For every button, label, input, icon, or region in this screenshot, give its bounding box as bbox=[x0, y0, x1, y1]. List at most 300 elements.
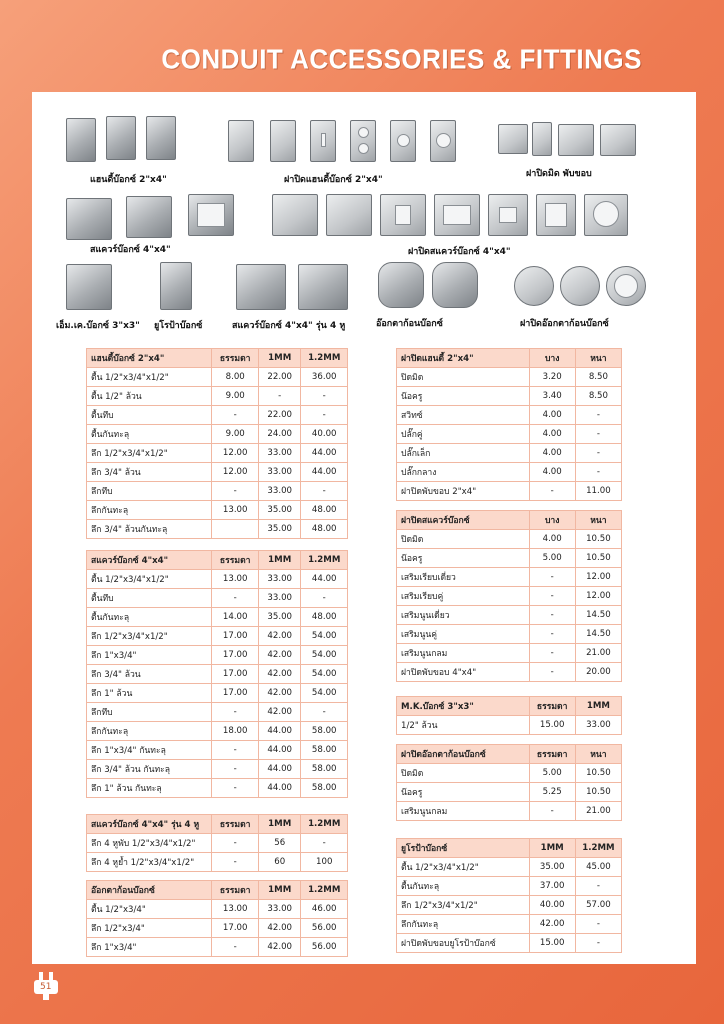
price-cell: - bbox=[212, 853, 259, 872]
price-cell: - bbox=[575, 444, 621, 463]
table-row bbox=[397, 625, 622, 644]
table-row bbox=[397, 764, 622, 783]
price-cell: 4.00 bbox=[529, 425, 575, 444]
price-cell: 12.00 bbox=[212, 444, 259, 463]
price-cell: 44.00 bbox=[258, 741, 300, 760]
price-cell: 54.00 bbox=[301, 646, 348, 665]
table-row bbox=[397, 587, 622, 606]
item-name-cell: ตื้น 1/2" ล้วน bbox=[87, 387, 212, 406]
price-cell: - bbox=[301, 482, 348, 501]
price-cell: 4.00 bbox=[529, 444, 575, 463]
price-cell: 54.00 bbox=[301, 627, 348, 646]
column-header-cell: บาง bbox=[529, 511, 575, 530]
item-name-cell: ลึก 3/4" ล้วน กันทะลุ bbox=[87, 760, 212, 779]
table-row bbox=[87, 627, 348, 646]
handy-cover-image bbox=[430, 120, 456, 162]
price-cell: - bbox=[212, 760, 259, 779]
item-name-cell: ลึก 3/4" ล้วนกันทะลุ bbox=[87, 520, 212, 539]
price-cell: - bbox=[575, 406, 621, 425]
price-cell: - bbox=[575, 463, 621, 482]
price-cell: 44.00 bbox=[258, 760, 300, 779]
price-cell: 100 bbox=[301, 853, 348, 872]
table-row bbox=[87, 684, 348, 703]
item-name-cell: ฝาปิดพับขอบ 4"x4" bbox=[397, 663, 530, 682]
price-cell: 3.40 bbox=[529, 387, 575, 406]
table-row bbox=[397, 425, 622, 444]
caption-handy-box: แฮนดี้บ๊อกซ์ 2"x4" bbox=[90, 175, 167, 185]
price-cell: 14.50 bbox=[575, 606, 621, 625]
price-cell: - bbox=[212, 741, 259, 760]
price-cell: - bbox=[575, 425, 621, 444]
item-name-cell: ปิดมิด bbox=[397, 530, 530, 549]
table-row bbox=[397, 934, 622, 953]
price-cell: - bbox=[212, 482, 259, 501]
item-name-cell: น๊อครู bbox=[397, 387, 530, 406]
price-cell: 42.00 bbox=[258, 627, 300, 646]
price-cell: 22.00 bbox=[258, 406, 300, 425]
flat-cover-image bbox=[498, 124, 528, 154]
price-cell: 44.00 bbox=[301, 444, 348, 463]
item-name-cell: ลึก 1"x3/4" กันทะลุ bbox=[87, 741, 212, 760]
table-row bbox=[87, 463, 348, 482]
square-cover-image bbox=[536, 194, 576, 236]
price-cell: - bbox=[529, 802, 575, 821]
table-row bbox=[87, 834, 348, 853]
price-cell: 33.00 bbox=[258, 900, 300, 919]
price-cell: 12.00 bbox=[575, 568, 621, 587]
table-title-cell: ฝาปิดแฮนดี้ 2"x4" bbox=[397, 349, 530, 368]
item-name-cell: ปลั๊กคู่ bbox=[397, 425, 530, 444]
flat-cover-image bbox=[558, 124, 594, 156]
item-name-cell: ตื้นทึบ bbox=[87, 589, 212, 608]
item-name-cell: ลึกกันทะลุ bbox=[397, 915, 530, 934]
price-cell: 9.00 bbox=[212, 425, 259, 444]
table-octagon-box bbox=[86, 880, 348, 957]
price-cell: 10.50 bbox=[575, 530, 621, 549]
price-cell: - bbox=[529, 482, 575, 501]
table-title-cell: ฝาปิดสแควร์บ๊อกซ์ bbox=[397, 511, 530, 530]
square-box-image bbox=[126, 196, 172, 238]
price-cell: 54.00 bbox=[301, 665, 348, 684]
price-cell: 17.00 bbox=[212, 646, 259, 665]
square-cover-image bbox=[272, 194, 318, 236]
price-cell: - bbox=[529, 587, 575, 606]
price-cell: 37.00 bbox=[529, 877, 575, 896]
table-row bbox=[87, 741, 348, 760]
price-cell: - bbox=[575, 915, 621, 934]
table-row bbox=[397, 783, 622, 802]
table-handy-cover bbox=[396, 348, 622, 501]
column-header-cell: 1MM bbox=[258, 815, 300, 834]
table-row bbox=[87, 570, 348, 589]
price-cell: 4.00 bbox=[529, 406, 575, 425]
octagon-box-image bbox=[432, 262, 478, 308]
column-header-cell: หนา bbox=[575, 745, 621, 764]
price-cell: 21.00 bbox=[575, 802, 621, 821]
price-cell: 57.00 bbox=[575, 896, 621, 915]
table-header-row bbox=[397, 511, 622, 530]
price-cell: - bbox=[301, 834, 348, 853]
price-cell: 46.00 bbox=[301, 900, 348, 919]
price-cell: 14.50 bbox=[575, 625, 621, 644]
price-cell: 17.00 bbox=[212, 919, 259, 938]
price-cell: - bbox=[301, 406, 348, 425]
price-cell: 13.00 bbox=[212, 570, 259, 589]
octagon-cover-image bbox=[606, 266, 646, 306]
square-4hu-image bbox=[236, 264, 286, 310]
item-name-cell: ลึกกันทะลุ bbox=[87, 722, 212, 741]
price-cell: 60 bbox=[258, 853, 300, 872]
item-name-cell: ลึกกันทะลุ bbox=[87, 501, 212, 520]
handy-cover-image bbox=[310, 120, 336, 162]
handy-box-image bbox=[106, 116, 136, 160]
price-cell: 56 bbox=[258, 834, 300, 853]
price-cell: 33.00 bbox=[258, 444, 300, 463]
price-cell: 13.00 bbox=[212, 501, 259, 520]
price-cell: 11.00 bbox=[575, 482, 621, 501]
table-row bbox=[87, 482, 348, 501]
item-name-cell: ลึก 1" ล้วน กันทะลุ bbox=[87, 779, 212, 798]
price-cell: 42.00 bbox=[529, 915, 575, 934]
table-row bbox=[87, 406, 348, 425]
price-cell: 56.00 bbox=[301, 938, 348, 957]
table-row bbox=[87, 938, 348, 957]
table-title-cell: ยูโรป้าบ๊อกซ์ bbox=[397, 839, 530, 858]
item-name-cell: ลึก 1/2"x3/4" bbox=[87, 919, 212, 938]
price-cell: 44.00 bbox=[258, 779, 300, 798]
column-header-cell: 1.2MM bbox=[301, 815, 348, 834]
column-header-cell: ธรรมดา bbox=[212, 881, 259, 900]
page-number: 51 bbox=[40, 982, 52, 992]
price-cell: 48.00 bbox=[301, 501, 348, 520]
price-cell: 42.00 bbox=[258, 684, 300, 703]
table-square-cover bbox=[396, 510, 622, 682]
item-name-cell: เสริมเรียบเดี่ยว bbox=[397, 568, 530, 587]
table-row bbox=[397, 568, 622, 587]
table-title-cell: สแควร์บ๊อกซ์ 4"x4" รุ่น 4 หู bbox=[87, 815, 212, 834]
price-cell: 17.00 bbox=[212, 684, 259, 703]
price-cell: 8.50 bbox=[575, 387, 621, 406]
price-cell: 12.00 bbox=[212, 463, 259, 482]
caption-euro-box: ยูโรป้าบ๊อกซ์ bbox=[154, 321, 203, 331]
column-header-cell: ธรรมดา bbox=[212, 815, 259, 834]
table-row bbox=[397, 896, 622, 915]
price-cell: 33.00 bbox=[575, 716, 621, 735]
item-name-cell: สวิทซ์ bbox=[397, 406, 530, 425]
price-cell: - bbox=[529, 625, 575, 644]
square-cover-image bbox=[380, 194, 426, 236]
item-name-cell: ลึก 1/2"x3/4"x1/2" bbox=[87, 627, 212, 646]
column-header-cell: ธรรมดา bbox=[529, 745, 575, 764]
item-name-cell: ตื้น 1/2"x3/4"x1/2" bbox=[87, 570, 212, 589]
table-row bbox=[397, 387, 622, 406]
item-name-cell: 1/2" ล้วน bbox=[397, 716, 530, 735]
price-cell: 17.00 bbox=[212, 627, 259, 646]
table-title-cell: อ๊อกตาก้อนบ๊อกซ์ bbox=[87, 881, 212, 900]
table-row bbox=[87, 368, 348, 387]
price-cell: - bbox=[575, 934, 621, 953]
table-row bbox=[87, 589, 348, 608]
item-name-cell: ลึก 3/4" ล้วน bbox=[87, 463, 212, 482]
price-cell: 58.00 bbox=[301, 779, 348, 798]
price-cell: 58.00 bbox=[301, 741, 348, 760]
square-cover-image bbox=[584, 194, 628, 236]
table-row bbox=[397, 368, 622, 387]
mk-box-image bbox=[66, 264, 112, 310]
table-header-row bbox=[87, 815, 348, 834]
item-name-cell: ตื้นกันทะลุ bbox=[397, 877, 530, 896]
table-row bbox=[397, 802, 622, 821]
table-title-cell: สแควร์บ๊อกซ์ 4"x4" bbox=[87, 551, 212, 570]
item-name-cell: ลึกทึบ bbox=[87, 482, 212, 501]
octagon-box-image bbox=[378, 262, 424, 308]
table-handy-box bbox=[86, 348, 348, 539]
price-cell: - bbox=[212, 406, 259, 425]
price-cell bbox=[212, 520, 259, 539]
square-cover-image bbox=[488, 194, 528, 236]
caption-handy-cover: ฝาปิดแฮนดี้บ๊อกซ์ 2"x4" bbox=[284, 175, 383, 185]
price-cell: 21.00 bbox=[575, 644, 621, 663]
price-cell: 8.50 bbox=[575, 368, 621, 387]
handy-cover-image bbox=[270, 120, 296, 162]
table-header-row bbox=[397, 745, 622, 764]
item-name-cell: เสริมนูนกลม bbox=[397, 644, 530, 663]
column-header-cell: 1MM bbox=[258, 349, 300, 368]
item-name-cell: ตื้น 1/2"x3/4"x1/2" bbox=[87, 368, 212, 387]
price-cell: 36.00 bbox=[301, 368, 348, 387]
table-row bbox=[397, 606, 622, 625]
table-title-cell: M.K.บ๊อกซ์ 3"x3" bbox=[397, 697, 530, 716]
table-row bbox=[87, 387, 348, 406]
price-cell: 35.00 bbox=[258, 608, 300, 627]
price-cell: 58.00 bbox=[301, 722, 348, 741]
table-row bbox=[397, 915, 622, 934]
price-cell: 12.00 bbox=[575, 587, 621, 606]
table-row bbox=[87, 520, 348, 539]
price-cell: 10.50 bbox=[575, 764, 621, 783]
item-name-cell: ตื้นกันทะลุ bbox=[87, 425, 212, 444]
price-cell: 5.25 bbox=[529, 783, 575, 802]
price-cell: 13.00 bbox=[212, 900, 259, 919]
caption-square-box: สแควร์บ๊อกซ์ 4"x4" bbox=[90, 245, 171, 255]
item-name-cell: ปลั๊กกลาง bbox=[397, 463, 530, 482]
column-header-cell: 1.2MM bbox=[301, 881, 348, 900]
item-name-cell: ฝาปิดพับขอบ 2"x4" bbox=[397, 482, 530, 501]
item-name-cell: ตื้น 1/2"x3/4"x1/2" bbox=[397, 858, 530, 877]
table-header-row bbox=[397, 349, 622, 368]
price-cell: 48.00 bbox=[301, 608, 348, 627]
item-name-cell: ลึก 1"x3/4" bbox=[87, 646, 212, 665]
item-name-cell: ตื้น 1/2"x3/4" bbox=[87, 900, 212, 919]
price-cell: - bbox=[212, 703, 259, 722]
price-cell: 35.00 bbox=[258, 501, 300, 520]
square-box-image bbox=[66, 198, 112, 240]
item-name-cell: ปิดมิด bbox=[397, 764, 530, 783]
square-box-image bbox=[188, 194, 234, 236]
price-cell: 35.00 bbox=[258, 520, 300, 539]
caption-square-4hu: สแควร์บ๊อกซ์ 4"x4" รุ่น 4 หู bbox=[232, 321, 346, 331]
table-octagon-cover bbox=[396, 744, 622, 821]
price-cell: 22.00 bbox=[258, 368, 300, 387]
price-cell: 10.50 bbox=[575, 783, 621, 802]
price-cell: - bbox=[301, 703, 348, 722]
price-cell: - bbox=[212, 938, 259, 957]
price-cell: 33.00 bbox=[258, 570, 300, 589]
price-cell: - bbox=[212, 589, 259, 608]
price-cell: 40.00 bbox=[529, 896, 575, 915]
item-name-cell: เสริมนูนกลม bbox=[397, 802, 530, 821]
caption-flat-cover: ฝาปิดมิด พับขอบ bbox=[526, 169, 592, 179]
price-cell: - bbox=[301, 387, 348, 406]
table-row bbox=[87, 444, 348, 463]
item-name-cell: ตื้นทึบ bbox=[87, 406, 212, 425]
item-name-cell: ลึกทึบ bbox=[87, 703, 212, 722]
price-cell: 15.00 bbox=[529, 934, 575, 953]
table-square-4hu bbox=[86, 814, 348, 872]
table-header-row bbox=[87, 551, 348, 570]
octagon-cover-image bbox=[560, 266, 600, 306]
table-row bbox=[397, 549, 622, 568]
price-cell: - bbox=[529, 606, 575, 625]
column-header-cell: ธรรมดา bbox=[529, 697, 575, 716]
column-header-cell: 1.2MM bbox=[301, 349, 348, 368]
handy-box-image bbox=[146, 116, 176, 160]
price-cell: 8.00 bbox=[212, 368, 259, 387]
table-row bbox=[397, 877, 622, 896]
column-header-cell: 1MM bbox=[575, 697, 621, 716]
table-row bbox=[87, 919, 348, 938]
column-header-cell: 1.2MM bbox=[301, 551, 348, 570]
handy-cover-image bbox=[350, 120, 376, 162]
item-name-cell: ตื้นกันทะลุ bbox=[87, 608, 212, 627]
price-cell: 58.00 bbox=[301, 760, 348, 779]
table-row bbox=[397, 858, 622, 877]
column-header-cell: หนา bbox=[575, 349, 621, 368]
table-row bbox=[87, 760, 348, 779]
table-row bbox=[87, 853, 348, 872]
column-header-cell: ธรรมดา bbox=[212, 349, 259, 368]
table-euro-box bbox=[396, 838, 622, 953]
price-cell: 5.00 bbox=[529, 764, 575, 783]
table-row bbox=[397, 463, 622, 482]
table-row bbox=[87, 646, 348, 665]
item-name-cell: น๊อครู bbox=[397, 783, 530, 802]
table-mk-box bbox=[396, 696, 622, 735]
price-cell: 10.50 bbox=[575, 549, 621, 568]
price-cell: 42.00 bbox=[258, 703, 300, 722]
item-name-cell: ลึก 1"x3/4" bbox=[87, 938, 212, 957]
column-header-cell: บาง bbox=[529, 349, 575, 368]
table-row bbox=[87, 722, 348, 741]
item-name-cell: เสริมนูนคู่ bbox=[397, 625, 530, 644]
price-cell: - bbox=[212, 779, 259, 798]
table-header-row bbox=[87, 881, 348, 900]
item-name-cell: ลึก 1/2"x3/4"x1/2" bbox=[87, 444, 212, 463]
square-cover-image bbox=[326, 194, 372, 236]
price-cell: - bbox=[529, 644, 575, 663]
handy-box-image bbox=[66, 118, 96, 162]
item-name-cell: ลึก 4 หูย้ำ 1/2"x3/4"x1/2" bbox=[87, 853, 212, 872]
item-name-cell: ปลั๊กเล็ก bbox=[397, 444, 530, 463]
price-cell: - bbox=[301, 589, 348, 608]
table-header-row bbox=[87, 349, 348, 368]
table-row bbox=[397, 644, 622, 663]
item-name-cell: ลึก 3/4" ล้วน bbox=[87, 665, 212, 684]
table-row bbox=[87, 501, 348, 520]
price-cell: 17.00 bbox=[212, 665, 259, 684]
table-row bbox=[87, 425, 348, 444]
flat-cover-image bbox=[600, 124, 636, 156]
price-cell: 9.00 bbox=[212, 387, 259, 406]
item-name-cell: เสริมเรียบคู่ bbox=[397, 587, 530, 606]
price-cell: 24.00 bbox=[258, 425, 300, 444]
item-name-cell: น๊อครู bbox=[397, 549, 530, 568]
column-header-cell: 1MM bbox=[258, 881, 300, 900]
table-square-box bbox=[86, 550, 348, 798]
price-cell: 44.00 bbox=[301, 570, 348, 589]
caption-octagon-box: อ๊อกตาก้อนบ๊อกซ์ bbox=[376, 319, 443, 329]
square-4hu-image bbox=[298, 264, 348, 310]
octagon-cover-image bbox=[514, 266, 554, 306]
price-cell: 33.00 bbox=[258, 482, 300, 501]
item-name-cell: ลึก 1/2"x3/4"x1/2" bbox=[397, 896, 530, 915]
item-name-cell: เสริมนูนเดี่ยว bbox=[397, 606, 530, 625]
column-header-cell: 1.2MM bbox=[575, 839, 621, 858]
price-cell: 4.00 bbox=[529, 530, 575, 549]
price-cell: 48.00 bbox=[301, 520, 348, 539]
caption-square-cover: ฝาปิดสแควร์บ๊อกซ์ 4"x4" bbox=[408, 247, 511, 257]
table-title-cell: ฝาปิดอ๊อกตาก้อนบ๊อกซ์ bbox=[397, 745, 530, 764]
table-row bbox=[397, 530, 622, 549]
price-cell: 15.00 bbox=[529, 716, 575, 735]
table-row bbox=[87, 608, 348, 627]
price-cell: 20.00 bbox=[575, 663, 621, 682]
price-cell: 44.00 bbox=[258, 722, 300, 741]
table-row bbox=[87, 900, 348, 919]
table-header-row bbox=[397, 697, 622, 716]
price-cell: 42.00 bbox=[258, 919, 300, 938]
price-cell: - bbox=[212, 834, 259, 853]
price-cell: - bbox=[258, 387, 300, 406]
price-cell: 40.00 bbox=[301, 425, 348, 444]
table-header-row bbox=[397, 839, 622, 858]
column-header-cell: ธรรมดา bbox=[212, 551, 259, 570]
handy-cover-image bbox=[390, 120, 416, 162]
price-cell: 4.00 bbox=[529, 463, 575, 482]
price-cell: 35.00 bbox=[529, 858, 575, 877]
price-cell: 14.00 bbox=[212, 608, 259, 627]
handy-cover-image bbox=[228, 120, 254, 162]
table-row bbox=[87, 703, 348, 722]
euro-box-image bbox=[160, 262, 192, 310]
price-cell: 42.00 bbox=[258, 938, 300, 957]
table-row bbox=[397, 716, 622, 735]
price-cell: - bbox=[529, 568, 575, 587]
table-title-cell: แฮนดี้บ๊อกซ์ 2"x4" bbox=[87, 349, 212, 368]
table-row bbox=[397, 406, 622, 425]
square-cover-image bbox=[434, 194, 480, 236]
flat-cover-image bbox=[532, 122, 552, 156]
price-cell: 44.00 bbox=[301, 463, 348, 482]
price-cell: 54.00 bbox=[301, 684, 348, 703]
table-row bbox=[397, 482, 622, 501]
price-cell: 42.00 bbox=[258, 646, 300, 665]
item-name-cell: ลึก 1" ล้วน bbox=[87, 684, 212, 703]
table-row bbox=[87, 665, 348, 684]
price-cell: 33.00 bbox=[258, 589, 300, 608]
page-title: CONDUIT ACCESSORIES & FITTINGS bbox=[161, 43, 642, 75]
column-header-cell: 1MM bbox=[258, 551, 300, 570]
